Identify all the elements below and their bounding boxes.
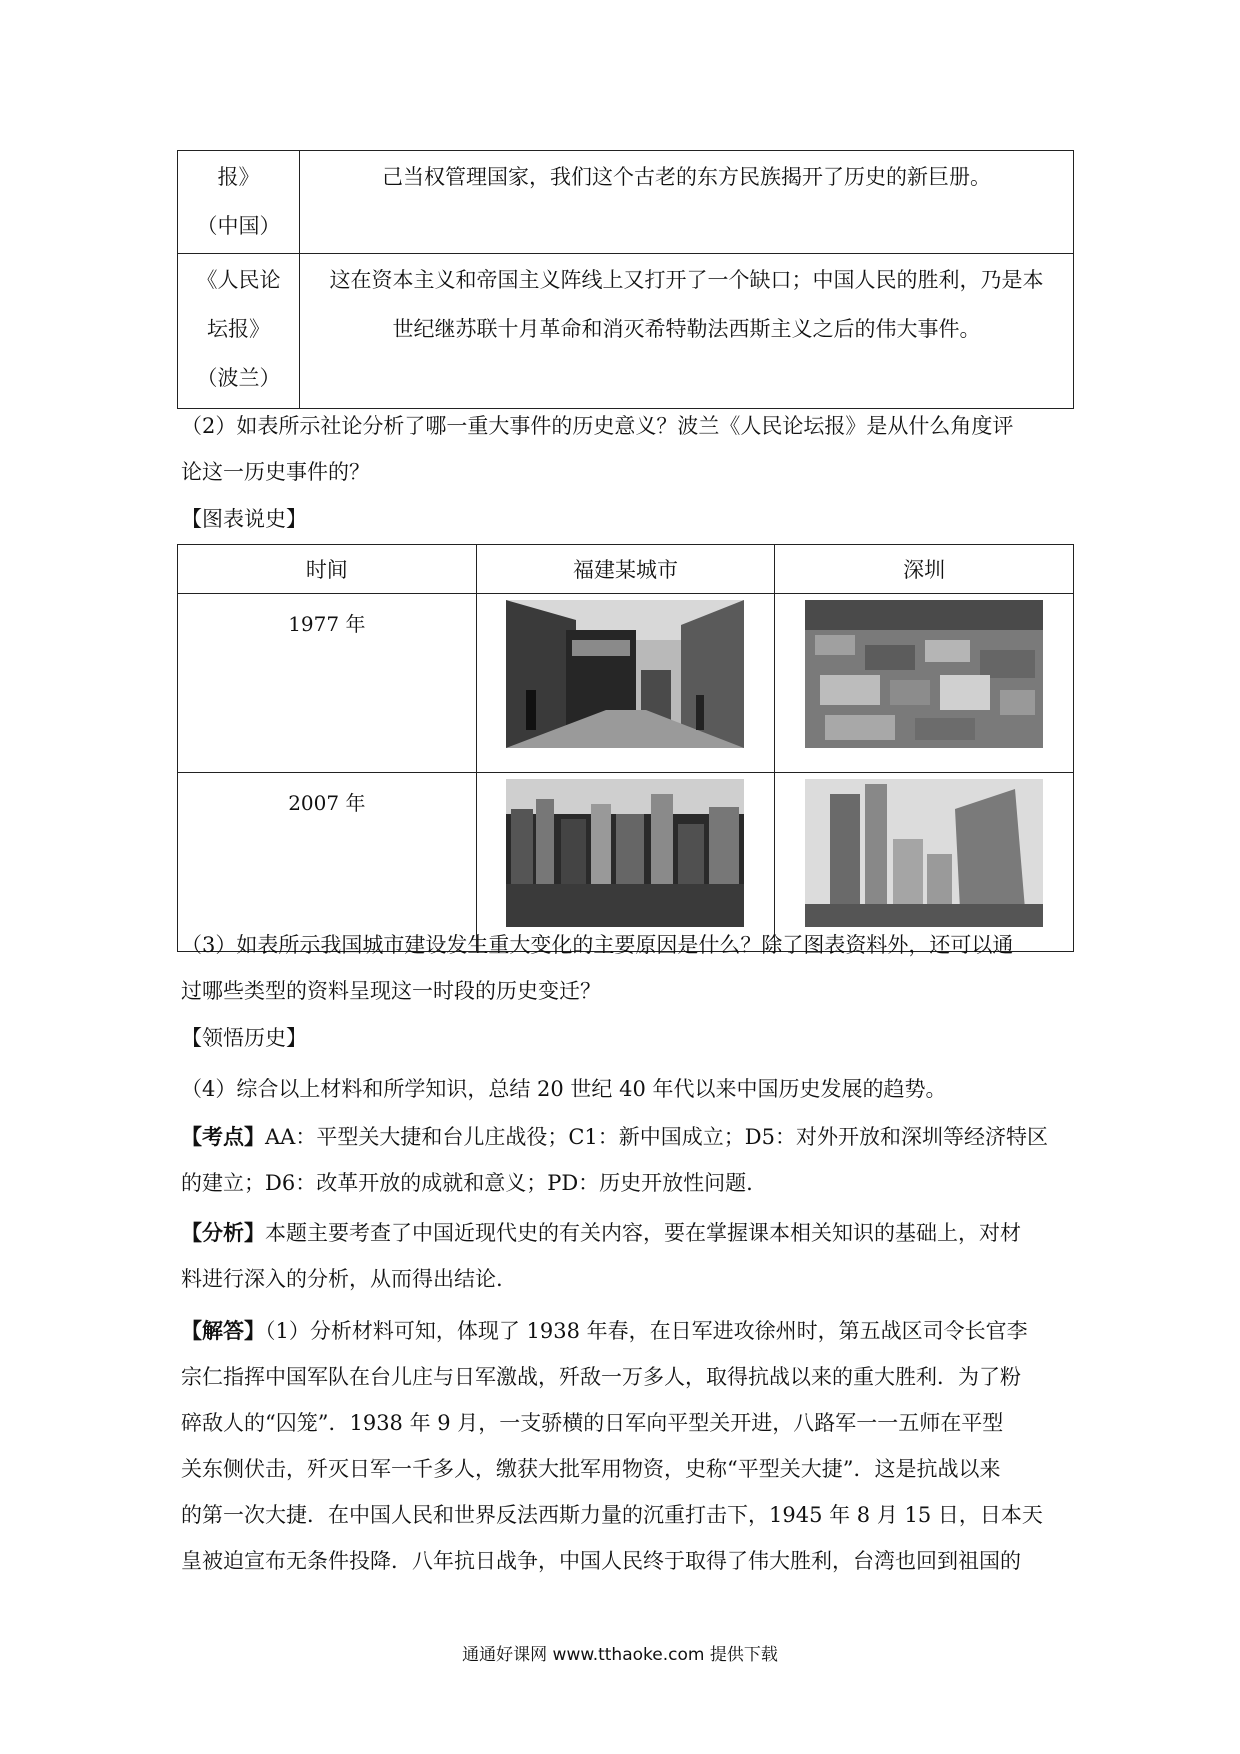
source-cell xyxy=(178,254,300,409)
fenxi-block xyxy=(181,1210,1071,1302)
city-comparison-table xyxy=(177,544,1074,952)
question-3 xyxy=(181,922,1071,1014)
source-line: 坛报》 xyxy=(207,317,270,341)
jieda-line: 宗仁指挥中国军队在台儿庄与日军激战，歼敌一万多人，取得抗战以来的重大胜利．为了粉 xyxy=(181,1365,1021,1389)
page-footer: 通通好课网 www.tthaoke.com 提供下载 xyxy=(462,1645,778,1665)
question-4: （4）综合以上材料和所学知识，总结 20 世纪 40 年代以来中国历史发展的趋势。 xyxy=(181,1077,947,1101)
jieda-line: 皇被迫宣布无条件投降．八年抗日战争，中国人民终于取得了伟大胜利，台湾也回到祖国的 xyxy=(181,1549,1021,1573)
jieda-line: （1）分析材料可知，体现了 1938 年春，在日军进攻徐州时，第五战区司令长官李 xyxy=(265,1319,1028,1343)
editorial-line: 这在资本主义和帝国主义阵线上又打开了一个缺口；中国人民的胜利，乃是本 xyxy=(329,268,1044,292)
editorial-line: 世纪继苏联十月革命和消灭希特勒法西斯主义之后的伟大事件。 xyxy=(392,317,981,341)
table-row xyxy=(178,254,1074,409)
fenxi-label: 【分析】 xyxy=(181,1220,265,1245)
question-line: 过哪些类型的资料呈现这一时段的历史变迁？ xyxy=(181,979,601,1003)
jieda-line: 的第一次大捷．在中国人民和世界反法西斯力量的沉重打击下，1945 年 8 月 15 日，日本天 xyxy=(181,1503,1043,1527)
source-line: 《人民论 xyxy=(196,268,281,292)
image-cell xyxy=(775,594,1074,773)
fenxi-line: 本题主要考查了中国近现代史的有关内容，要在掌握课本相关知识的基础上，对材 xyxy=(265,1221,1021,1245)
jieda-line: 关东侧伏击，歼灭日军一千多人，缴获大批军用物资，史称“平型关大捷”．这是抗战以来 xyxy=(181,1457,1001,1481)
fujian-2007-night-skyline-photo xyxy=(506,779,744,927)
fenxi-line: 料进行深入的分析，从而得出结论. xyxy=(181,1267,503,1291)
question-2 xyxy=(181,403,1071,495)
jieda-line: 碎敌人的“囚笼”．1938 年 9 月，一支骄横的日军向平型关开进，八路军一一五师在平型 xyxy=(181,1411,1004,1435)
year-cell: 2007 年 xyxy=(178,773,477,952)
question-line: （2）如表所示社论分析了哪一重大事件的历史意义？波兰《人民论坛报》是从什么角度评 xyxy=(181,414,1014,438)
kaodian-line: 的建立；D6：改革开放的成就和意义；PD：历史开放性问题. xyxy=(181,1171,753,1195)
source-line: （波兰） xyxy=(196,366,281,390)
table-row xyxy=(178,594,1074,773)
kaodian-block xyxy=(181,1114,1071,1206)
source-line: （中国） xyxy=(196,214,281,238)
header-cell-shenzhen: 深圳 xyxy=(775,545,1074,594)
editorial-text-cell xyxy=(300,254,1074,409)
kaodian-label: 【考点】 xyxy=(181,1124,265,1149)
fujian-1977-street-photo xyxy=(506,600,744,748)
editorial-line: 己当权管理国家，我们这个古老的东方民族揭开了历史的新巨册。 xyxy=(382,165,991,189)
jieda-block xyxy=(181,1308,1071,1584)
shenzhen-2007-skyline-photo xyxy=(805,779,1043,927)
source-cell xyxy=(178,151,300,254)
header-cell-time: 时间 xyxy=(178,545,477,594)
jieda-label: 【解答】 xyxy=(181,1318,265,1343)
question-line: 论这一历史事件的？ xyxy=(181,460,370,484)
source-line: 报》 xyxy=(217,165,260,189)
section-heading-chart: 【图表说史】 xyxy=(181,507,307,531)
year-cell: 1977 年 xyxy=(178,594,477,773)
kaodian-line: AA：平型关大捷和台儿庄战役；C1：新中国成立；D5：对外开放和深圳等经济特区 xyxy=(265,1125,1048,1149)
table-row xyxy=(178,151,1074,254)
table-header-row xyxy=(178,545,1074,594)
shenzhen-1977-aerial-photo xyxy=(805,600,1043,748)
editorial-table xyxy=(177,150,1074,409)
header-cell-fujian: 福建某城市 xyxy=(476,545,775,594)
question-line: （3）如表所示我国城市建设发生重大变化的主要原因是什么？除了图表资料外，还可以通 xyxy=(181,933,1014,957)
section-heading-insight: 【领悟历史】 xyxy=(181,1026,307,1050)
editorial-text-cell xyxy=(300,151,1074,254)
image-cell xyxy=(476,594,775,773)
